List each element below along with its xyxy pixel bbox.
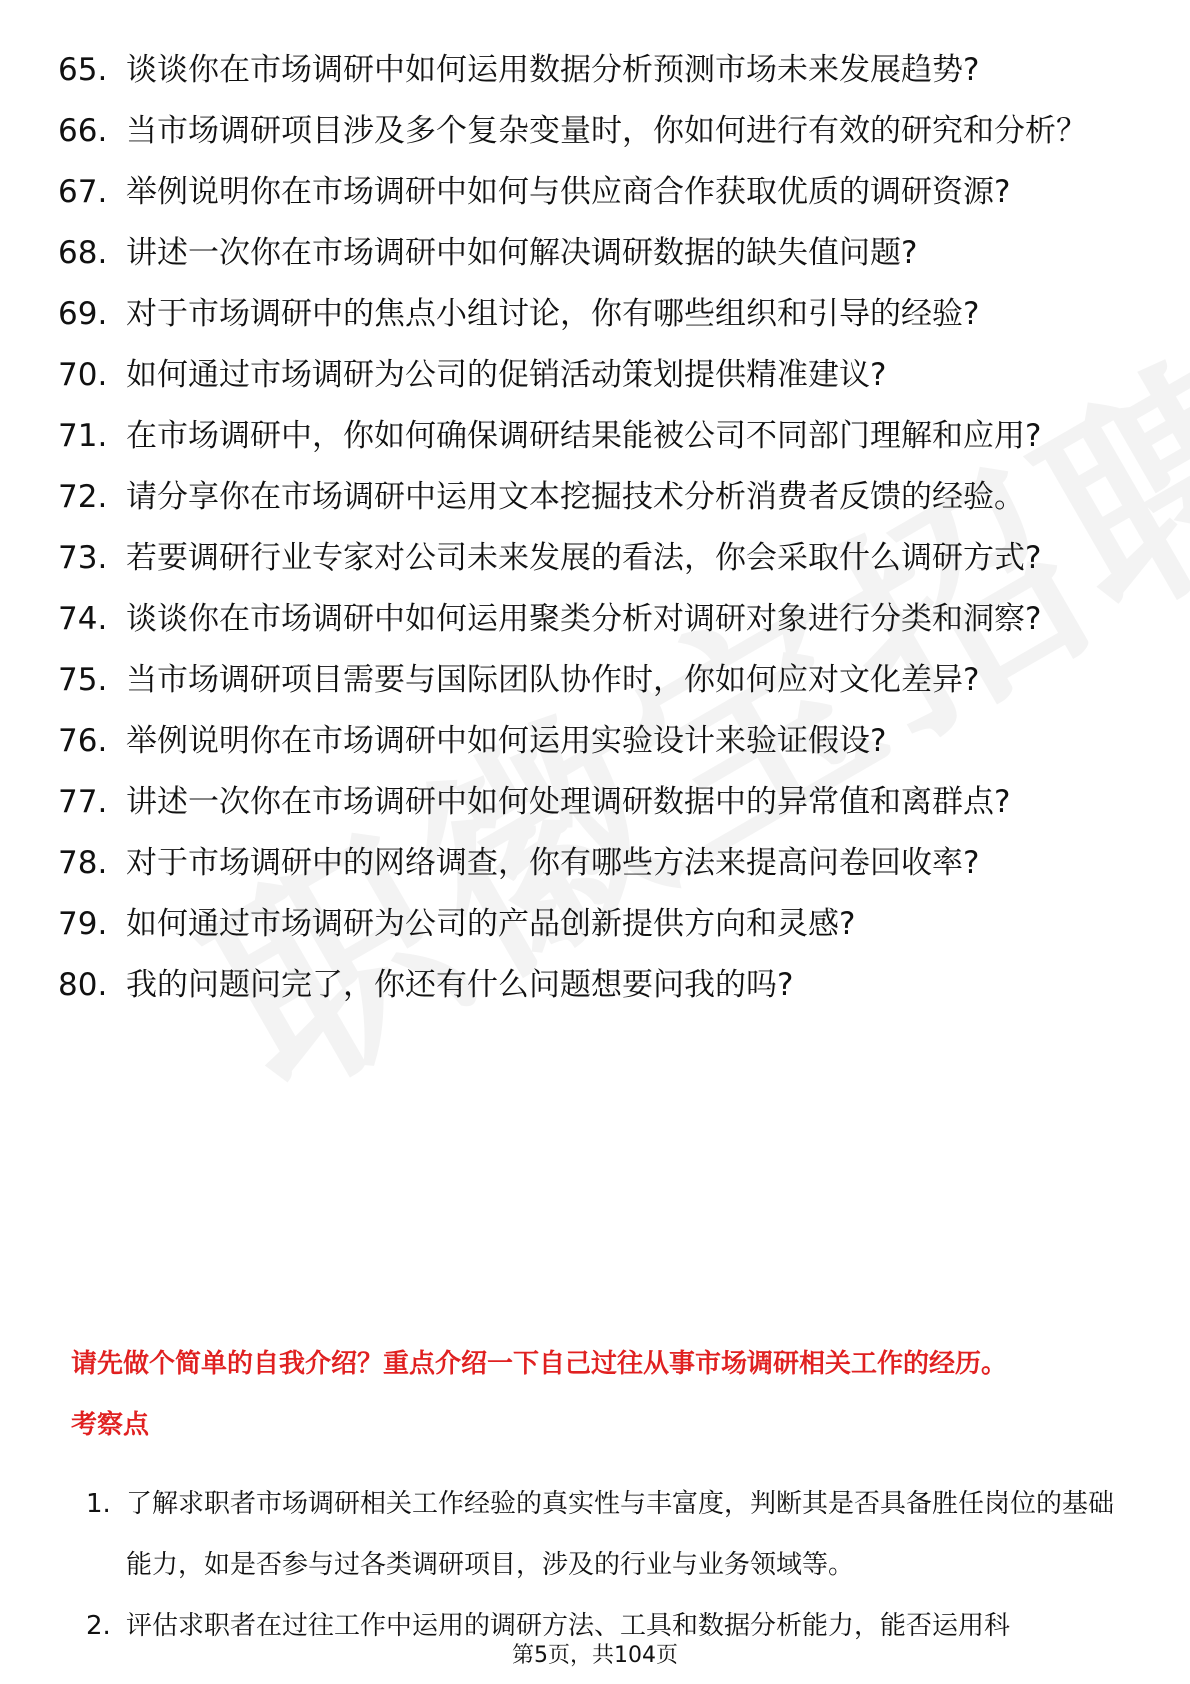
question-number: 77. bbox=[58, 784, 108, 820]
point-text: 了解求职者市场调研相关工作经验的真实性与丰富度，判断其是否具备胜任岗位的基础能力，如是否参与过各类调研项目，涉及的行业与业务领域等。 bbox=[126, 1489, 1115, 1580]
list-item bbox=[0, 965, 1190, 1005]
question-text: 谈谈你在市场调研中如何运用数据分析预测市场未来发展趋势? bbox=[126, 52, 980, 88]
question-text: 对于市场调研中的网络调查，你有哪些方法来提高问卷回收率? bbox=[126, 845, 980, 881]
question-text: 讲述一次你在市场调研中如何解决调研数据的缺失值问题? bbox=[126, 235, 918, 271]
question-number: 79. bbox=[58, 906, 108, 942]
question-text: 我的问题问完了，你还有什么问题想要问我的吗? bbox=[126, 967, 794, 1003]
list-item bbox=[0, 721, 1190, 761]
question-text: 当市场调研项目需要与国际团队协作时，你如何应对文化差异? bbox=[126, 662, 980, 698]
question-text: 谈谈你在市场调研中如何运用聚类分析对调研对象进行分类和洞察? bbox=[126, 601, 1042, 637]
list-item bbox=[0, 538, 1190, 578]
question-number: 74. bbox=[58, 601, 108, 637]
question-number: 75. bbox=[58, 662, 108, 698]
list-item bbox=[0, 843, 1190, 883]
question-text: 举例说明你在市场调研中如何运用实验设计来验证假设? bbox=[126, 723, 887, 759]
question-number: 80. bbox=[58, 967, 108, 1003]
points-list bbox=[0, 1474, 1190, 1657]
question-number: 78. bbox=[58, 845, 108, 881]
question-text: 如何通过市场调研为公司的产品创新提供方向和灵感? bbox=[126, 906, 856, 942]
question-text: 请分享你在市场调研中运用文本挖掘技术分析消费者反馈的经验。 bbox=[126, 479, 1025, 515]
point-number: 2. bbox=[86, 1611, 111, 1641]
list-item bbox=[0, 111, 1190, 151]
section-subheading: 考察点 bbox=[71, 1410, 150, 1440]
question-number: 65. bbox=[58, 52, 108, 88]
list-item bbox=[0, 904, 1190, 944]
list-item bbox=[0, 660, 1190, 700]
question-text: 若要调研行业专家对公司未来发展的看法，你会采取什么调研方式? bbox=[126, 540, 1042, 576]
question-number: 68. bbox=[58, 235, 108, 271]
question-text: 讲述一次你在市场调研中如何处理调研数据中的异常值和离群点? bbox=[126, 784, 1011, 820]
question-number: 66. bbox=[58, 113, 108, 149]
question-number: 69. bbox=[58, 296, 108, 332]
section-heading: 请先做个简单的自我介绍？重点介绍一下自己过往从事市场调研相关工作的经历。 bbox=[71, 1349, 1008, 1379]
list-item bbox=[0, 233, 1190, 273]
question-text: 举例说明你在市场调研中如何与供应商合作获取优质的调研资源? bbox=[126, 174, 1011, 210]
list-item bbox=[0, 355, 1190, 395]
list-item bbox=[0, 50, 1190, 90]
question-number: 76. bbox=[58, 723, 108, 759]
list-item bbox=[0, 294, 1190, 334]
point-number: 1. bbox=[86, 1489, 111, 1519]
question-number: 67. bbox=[58, 174, 108, 210]
list-item bbox=[0, 172, 1190, 212]
page-footer: 第5页，共104页 bbox=[512, 1643, 678, 1668]
question-text: 当市场调研项目涉及多个复杂变量时，你如何进行有效的研究和分析？ bbox=[126, 113, 1087, 149]
point-text: 评估求职者在过往工作中运用的调研方法、工具和数据分析能力，能否运用科 bbox=[126, 1611, 1011, 1641]
question-text: 对于市场调研中的焦点小组讨论，你有哪些组织和引导的经验? bbox=[126, 296, 980, 332]
question-text: 如何通过市场调研为公司的促销活动策划提供精准建议? bbox=[126, 357, 887, 393]
list-item bbox=[0, 477, 1190, 517]
question-number: 70. bbox=[58, 357, 108, 393]
list-item bbox=[0, 782, 1190, 822]
question-text: 在市场调研中，你如何确保调研结果能被公司不同部门理解和应用? bbox=[126, 418, 1042, 454]
question-number: 72. bbox=[58, 479, 108, 515]
question-list bbox=[0, 50, 1190, 1026]
question-number: 71. bbox=[58, 418, 108, 454]
list-item bbox=[0, 599, 1190, 639]
list-item bbox=[0, 416, 1190, 456]
question-number: 73. bbox=[58, 540, 108, 576]
list-item bbox=[0, 1474, 1190, 1596]
